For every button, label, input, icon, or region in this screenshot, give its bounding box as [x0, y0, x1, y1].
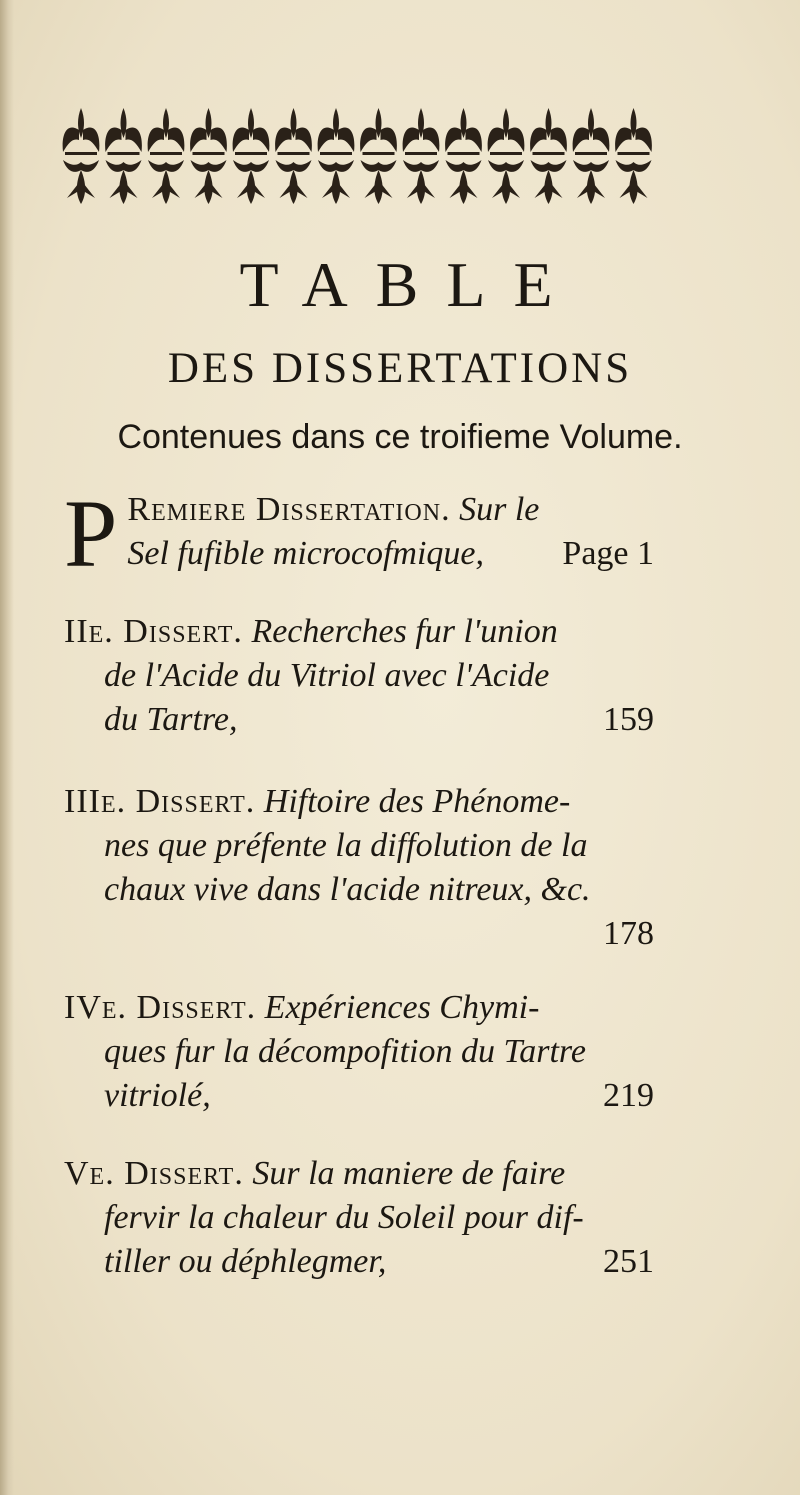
fleuron-top — [530, 108, 567, 155]
toc-entry-2 — [64, 610, 654, 742]
fleuron-top — [105, 108, 142, 155]
entry-text-line: Expériences Chymi- — [264, 989, 540, 1026]
fleuron-top — [275, 108, 312, 155]
entry-text-line: fervir la chaleur du Soleil pour dif- — [104, 1199, 584, 1236]
entry-label: IVe. Dissert. — [64, 989, 257, 1026]
entry-text-line: ques fur la décompofition du Tartre — [104, 1033, 586, 1070]
entry-page — [562, 532, 654, 576]
page-gutter — [0, 0, 14, 1495]
page-prefix: Page — [562, 535, 629, 572]
entry-label: Remiere Dissertation. — [127, 491, 451, 528]
fleuron-bottom — [361, 160, 397, 204]
entry-text-line: Recherches fur l'union — [251, 613, 558, 650]
fleuron-bottom — [488, 160, 524, 204]
entry-label: IIIe. Dissert. — [64, 783, 256, 820]
fleuron-bottom — [403, 160, 439, 204]
fleuron-bottom — [148, 160, 184, 204]
fleuron-top — [445, 108, 482, 155]
entry-label: IIe. Dissert. — [64, 613, 243, 650]
fleuron-top — [63, 108, 100, 155]
page-number: 1 — [637, 535, 654, 572]
fleuron-top — [573, 108, 610, 155]
page-number: 178 — [603, 915, 654, 952]
fleuron-bottom — [318, 160, 354, 204]
fleuron-ornament — [60, 100, 655, 212]
page-number: 251 — [603, 1243, 654, 1280]
entry-text-line: vitriolé, — [104, 1077, 211, 1114]
entry-text-line: chaux vive dans l'acide nitreux, &c. — [104, 871, 591, 908]
page-number: 219 — [603, 1077, 654, 1114]
entry-text-line: nes que préfente la diffolution de la — [104, 827, 588, 864]
fleuron-bottom — [233, 160, 269, 204]
fleuron-top — [360, 108, 397, 155]
fleuron-bottom — [531, 160, 567, 204]
toc-entry-1 — [64, 480, 654, 587]
fleuron-top — [233, 108, 270, 155]
toc-entry-4 — [64, 986, 654, 1118]
page-subtitle: DES DISSERTATIONS — [167, 345, 633, 392]
entry-text-line: Hiftoire des Phénome- — [263, 783, 571, 820]
fleuron-top — [488, 108, 525, 155]
entry-text-line: Sel fufible microcofmique, — [127, 535, 484, 572]
drop-cap: P — [64, 480, 118, 587]
toc-entry-5 — [64, 1152, 654, 1284]
fleuron-top — [403, 108, 440, 155]
fleuron-bottom — [106, 160, 142, 204]
fleuron-bottom — [191, 160, 227, 204]
fleuron-bottom — [446, 160, 482, 204]
entry-text-line: de l'Acide du Vitriol avec l'Acide — [104, 657, 550, 694]
entry-text-line: Sur le — [459, 491, 540, 528]
page-number: 159 — [603, 701, 654, 738]
entry-label: Ve. Dissert. — [64, 1155, 244, 1192]
entry-text-line: du Tartre, — [104, 701, 238, 738]
fleuron-bottom — [616, 160, 652, 204]
page-title: TABLE — [239, 249, 581, 320]
fleuron-bottom — [276, 160, 312, 204]
fleuron-bottom — [573, 160, 609, 204]
fleuron-bottom — [63, 160, 99, 204]
toc-entry-3 — [64, 780, 654, 956]
entry-text-line: Sur la maniere de faire — [252, 1155, 566, 1192]
contents-line: Contenues dans ce troifieme Volume. — [117, 418, 683, 456]
fleuron-top — [318, 108, 355, 155]
fleuron-top — [615, 108, 652, 155]
fleuron-top — [190, 108, 227, 155]
entry-text-line: tiller ou déphlegmer, — [104, 1243, 387, 1280]
fleuron-top — [148, 108, 185, 155]
